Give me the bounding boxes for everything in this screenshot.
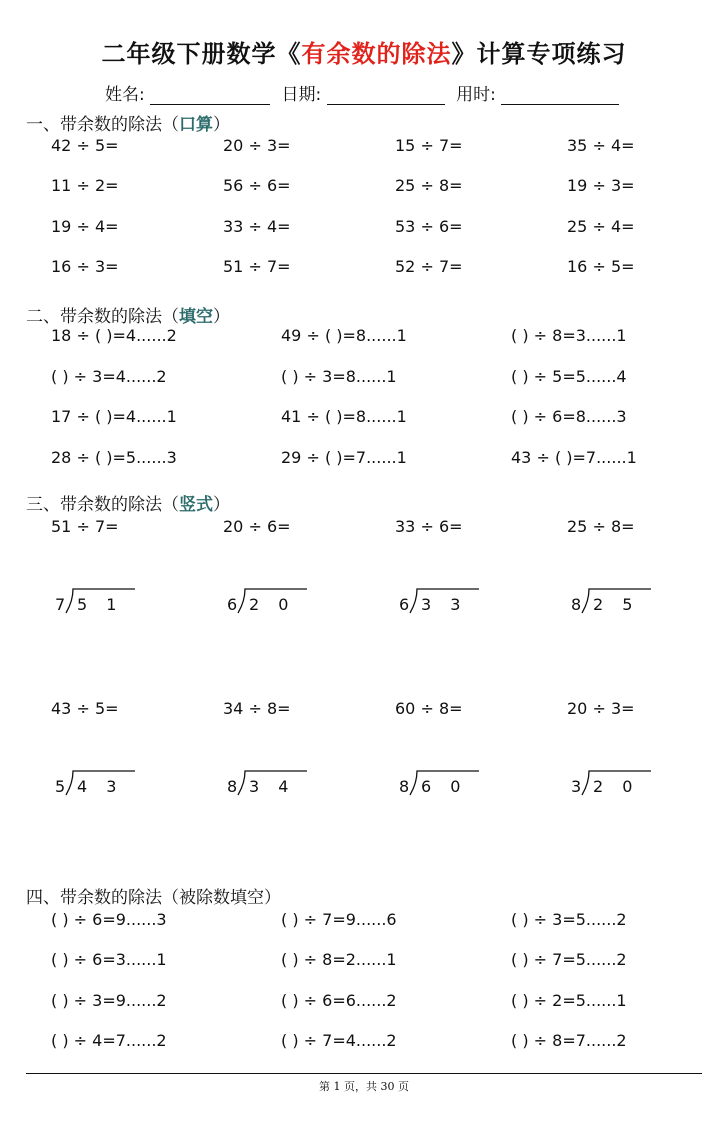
dividend: 3 3 <box>421 595 468 614</box>
section-title: 四、带余数的除法（被除数填空） <box>26 888 281 908</box>
problem: 25 ÷ 4= <box>567 217 635 236</box>
divisor: 7 <box>55 595 66 614</box>
dividend: 2 0 <box>593 777 640 796</box>
date-field[interactable] <box>327 87 445 105</box>
problem: 51 ÷ 7= <box>223 257 291 276</box>
section-heading <box>26 302 230 327</box>
section-heading <box>26 490 230 515</box>
section-close: ） <box>213 307 230 327</box>
problem: 20 ÷ 3= <box>567 699 635 718</box>
dividend: 3 4 <box>249 777 296 796</box>
fill-blank-problem[interactable]: 49 ÷ ( )=8......1 <box>281 326 407 345</box>
fill-blank-problem[interactable]: ( ) ÷ 6=8......3 <box>511 407 627 426</box>
fill-blank-problem[interactable]: ( ) ÷ 8=7......2 <box>511 1031 627 1050</box>
fill-blank-problem[interactable]: 17 ÷ ( )=4......1 <box>51 407 177 426</box>
fill-blank-problem[interactable]: ( ) ÷ 3=4......2 <box>51 367 167 386</box>
problem: 52 ÷ 7= <box>395 257 463 276</box>
section-heading <box>26 110 230 135</box>
name-label: 姓名: <box>105 85 145 105</box>
divisor: 5 <box>55 777 66 796</box>
problem: 60 ÷ 8= <box>395 699 463 718</box>
divisor: 8 <box>399 777 410 796</box>
problem: 35 ÷ 4= <box>567 136 635 155</box>
dividend: 4 3 <box>77 777 124 796</box>
dividend: 6 0 <box>421 777 468 796</box>
divisor: 6 <box>399 595 410 614</box>
fill-blank-problem[interactable]: ( ) ÷ 6=9......3 <box>51 910 167 929</box>
problem: 56 ÷ 6= <box>223 176 291 195</box>
problem: 34 ÷ 8= <box>223 699 291 718</box>
fill-blank-problem[interactable]: ( ) ÷ 3=9......2 <box>51 991 167 1010</box>
fill-blank-problem[interactable]: ( ) ÷ 8=2......1 <box>281 950 397 969</box>
fill-blank-problem[interactable]: 28 ÷ ( )=5......3 <box>51 448 177 467</box>
problem: 19 ÷ 4= <box>51 217 119 236</box>
section-tag: 填空 <box>179 307 213 327</box>
fill-blank-problem[interactable]: 43 ÷ ( )=7......1 <box>511 448 637 467</box>
fill-blank-problem[interactable]: ( ) ÷ 2=5......1 <box>511 991 627 1010</box>
page-number: 第 1 页，共 30 页 <box>319 1080 409 1093</box>
divisor: 8 <box>227 777 238 796</box>
fill-blank-problem[interactable]: ( ) ÷ 7=9......6 <box>281 910 397 929</box>
section-close: ） <box>213 495 230 515</box>
divisor: 3 <box>571 777 582 796</box>
student-info-line <box>105 80 665 105</box>
dividend: 2 0 <box>249 595 296 614</box>
title-suffix: 》计算专项练习 <box>451 39 627 68</box>
fill-blank-problem[interactable]: ( ) ÷ 6=3......1 <box>51 950 167 969</box>
divisor: 8 <box>571 595 582 614</box>
divisor: 6 <box>227 595 238 614</box>
problem: 16 ÷ 3= <box>51 257 119 276</box>
problem: 33 ÷ 6= <box>395 517 463 536</box>
dividend: 5 1 <box>77 595 124 614</box>
problem: 15 ÷ 7= <box>395 136 463 155</box>
section-tag: 口算 <box>179 115 213 135</box>
fill-blank-problem[interactable]: ( ) ÷ 3=8......1 <box>281 367 397 386</box>
fill-blank-problem[interactable]: ( ) ÷ 5=5......4 <box>511 367 627 386</box>
fill-blank-problem[interactable]: ( ) ÷ 4=7......2 <box>51 1031 167 1050</box>
footer-divider <box>26 1073 702 1074</box>
problem: 25 ÷ 8= <box>567 517 635 536</box>
fill-blank-problem[interactable]: 18 ÷ ( )=4......2 <box>51 326 177 345</box>
problem: 20 ÷ 3= <box>223 136 291 155</box>
fill-blank-problem[interactable]: 29 ÷ ( )=7......1 <box>281 448 407 467</box>
problem: 33 ÷ 4= <box>223 217 291 236</box>
section-title: 一、带余数的除法（ <box>26 115 179 135</box>
fill-blank-problem[interactable]: ( ) ÷ 6=6......2 <box>281 991 397 1010</box>
dividend: 2 5 <box>593 595 640 614</box>
page-title <box>0 34 728 69</box>
problem: 43 ÷ 5= <box>51 699 119 718</box>
fill-blank-problem[interactable]: ( ) ÷ 3=5......2 <box>511 910 627 929</box>
fill-blank-problem[interactable]: ( ) ÷ 7=5......2 <box>511 950 627 969</box>
section-title: 三、带余数的除法（ <box>26 495 179 515</box>
title-prefix: 二年级下册数学《 <box>101 39 302 68</box>
name-field[interactable] <box>150 87 270 105</box>
section-close: ） <box>213 115 230 135</box>
fill-blank-problem[interactable]: ( ) ÷ 8=3......1 <box>511 326 627 345</box>
section-heading <box>26 883 281 908</box>
problem: 11 ÷ 2= <box>51 176 119 195</box>
problem: 20 ÷ 6= <box>223 517 291 536</box>
problem: 16 ÷ 5= <box>567 257 635 276</box>
problem: 53 ÷ 6= <box>395 217 463 236</box>
problem: 25 ÷ 8= <box>395 176 463 195</box>
problem: 19 ÷ 3= <box>567 176 635 195</box>
time-label: 用时: <box>456 85 496 105</box>
problem: 42 ÷ 5= <box>51 136 119 155</box>
time-field[interactable] <box>501 87 619 105</box>
title-highlight: 有余数的除法 <box>301 39 452 68</box>
date-label: 日期: <box>281 85 322 105</box>
section-tag: 竖式 <box>179 495 213 515</box>
fill-blank-problem[interactable]: 41 ÷ ( )=8......1 <box>281 407 407 426</box>
section-title: 二、带余数的除法（ <box>26 307 179 327</box>
problem: 51 ÷ 7= <box>51 517 119 536</box>
fill-blank-problem[interactable]: ( ) ÷ 7=4......2 <box>281 1031 397 1050</box>
